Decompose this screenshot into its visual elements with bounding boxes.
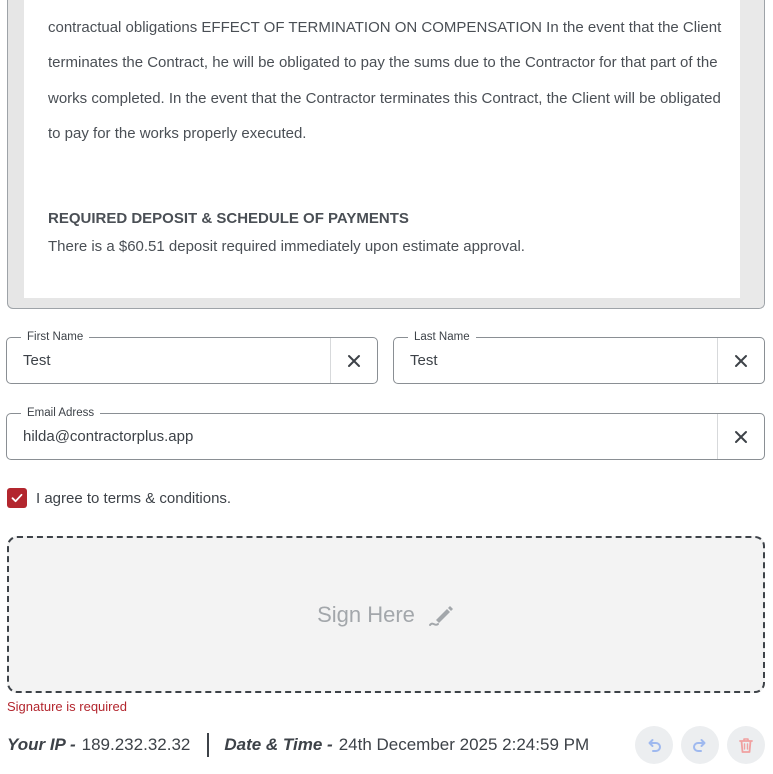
first-name-input[interactable] xyxy=(23,338,303,383)
ip-value: 189.232.32.32 xyxy=(81,735,191,754)
datetime-label: Date & Time - xyxy=(224,735,333,754)
last-name-clear-button[interactable] xyxy=(717,338,764,383)
trash-icon xyxy=(737,736,755,754)
agree-terms-checkbox[interactable] xyxy=(7,488,27,508)
undo-button[interactable] xyxy=(635,726,673,764)
clear-signature-button[interactable] xyxy=(727,726,765,764)
undo-icon xyxy=(645,736,663,754)
email-input[interactable] xyxy=(23,414,673,459)
terms-paragraph: contractual obligations EFFECT OF TERMINATION ON COMPENSATION In the event that the Client terminates the Contract, he will be obligated to pay the sums due to the Contractor for that part of the works completed. In the event that the Contractor terminates this Contract, the Client will be obligated to pay for the works properly executed. xyxy=(48,19,722,142)
footer-divider xyxy=(207,733,209,757)
signature-error-message: Signature is required xyxy=(7,699,127,714)
signature-placeholder xyxy=(317,601,455,629)
document-scrollbar[interactable] xyxy=(740,0,764,308)
ip-label: Your IP - xyxy=(7,735,76,754)
agree-terms-label[interactable]: I agree to terms & conditions. xyxy=(36,489,232,507)
email-field xyxy=(6,407,765,460)
pen-sign-icon xyxy=(427,601,455,629)
deposit-heading: REQUIRED DEPOSIT & SCHEDULE OF PAYMENTS xyxy=(48,210,409,227)
close-icon xyxy=(347,354,361,368)
first-name-field xyxy=(6,331,378,384)
email-clear-button[interactable] xyxy=(717,414,764,459)
email-label: Email Adress xyxy=(21,406,100,420)
signature-pad[interactable] xyxy=(7,536,765,693)
redo-button[interactable] xyxy=(681,726,719,764)
close-icon xyxy=(734,354,748,368)
last-name-field xyxy=(393,331,765,384)
agree-terms-row xyxy=(7,488,231,508)
close-icon xyxy=(734,430,748,444)
datetime-value: 24th December 2025 2:24:59 PM xyxy=(338,735,590,754)
deposit-text: There is a $60.51 deposit required immediately upon estimate approval. xyxy=(48,238,525,255)
first-name-clear-button[interactable] xyxy=(330,338,377,383)
terms-document-viewer[interactable] xyxy=(7,0,765,309)
signing-info xyxy=(7,733,589,757)
last-name-label: Last Name xyxy=(408,330,476,344)
redo-icon xyxy=(691,736,709,754)
first-name-label: First Name xyxy=(21,330,89,344)
last-name-input[interactable] xyxy=(410,338,690,383)
check-icon xyxy=(10,491,24,505)
terms-document-page xyxy=(24,0,742,298)
sign-here-text: Sign Here xyxy=(317,601,415,627)
